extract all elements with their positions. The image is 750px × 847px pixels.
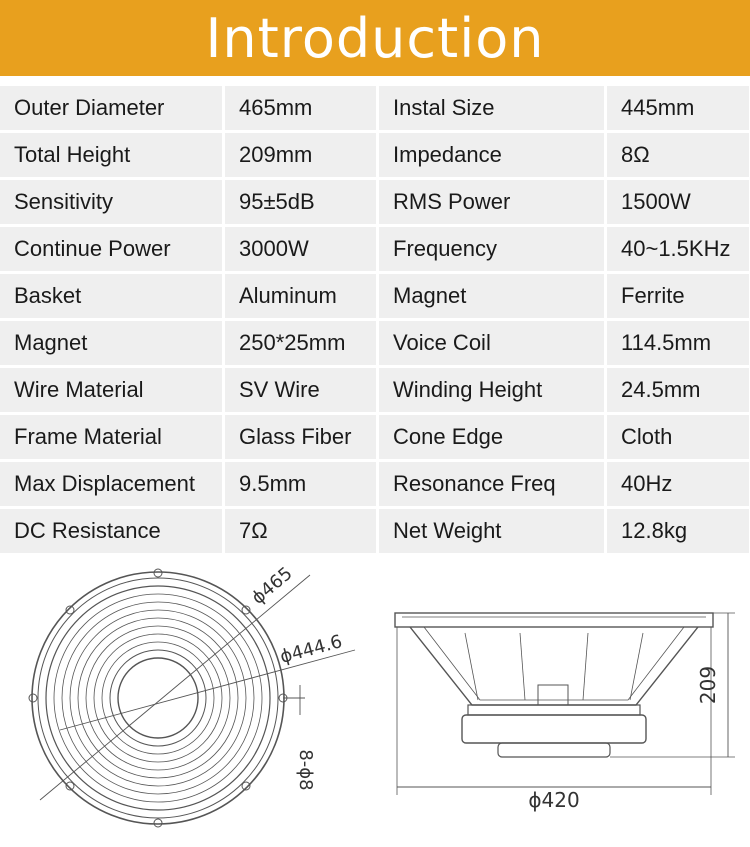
front-mount-dim: ϕ444.6 — [277, 631, 345, 668]
side-height-dim: 209 — [696, 665, 720, 705]
spec-label: Frame Material — [0, 415, 222, 459]
spec-value: 7Ω — [225, 509, 376, 553]
spec-value: Cloth — [607, 415, 749, 459]
spec-label: Sensitivity — [0, 180, 222, 224]
spec-label: Voice Coil — [379, 321, 604, 365]
spec-value: 40~1.5KHz — [607, 227, 749, 271]
spec-label: Net Weight — [379, 509, 604, 553]
front-outer-dim: ϕ465 — [247, 563, 297, 609]
spec-label: Total Height — [0, 133, 222, 177]
hole-dim: 8-ϕ8 — [295, 749, 316, 791]
spec-value: 250*25mm — [225, 321, 376, 365]
spec-label: Magnet — [0, 321, 222, 365]
spec-value: 209mm — [225, 133, 376, 177]
spec-value: 24.5mm — [607, 368, 749, 412]
spec-label: Frequency — [379, 227, 604, 271]
spec-label: Impedance — [379, 133, 604, 177]
spec-table — [0, 86, 750, 553]
spec-value: 3000W — [225, 227, 376, 271]
spec-value: 12.8kg — [607, 509, 749, 553]
spec-label: Winding Height — [379, 368, 604, 412]
spec-label: Basket — [0, 274, 222, 318]
spec-value: Aluminum — [225, 274, 376, 318]
title-banner — [0, 0, 750, 76]
spec-value: 1500W — [607, 180, 749, 224]
spec-value: 40Hz — [607, 462, 749, 506]
spec-label: RMS Power — [379, 180, 604, 224]
spec-label: Cone Edge — [379, 415, 604, 459]
spec-value: 9.5mm — [225, 462, 376, 506]
spec-label: Continue Power — [0, 227, 222, 271]
page-title: Introduction — [205, 6, 545, 70]
spec-label: DC Resistance — [0, 509, 222, 553]
technical-drawings — [0, 555, 750, 842]
spec-value: 465mm — [225, 86, 376, 130]
spec-value: 95±5dB — [225, 180, 376, 224]
spec-value: Ferrite — [607, 274, 749, 318]
side-view-drawing — [395, 613, 735, 795]
spec-value: SV Wire — [225, 368, 376, 412]
spec-label: Max Displacement — [0, 462, 222, 506]
side-width-dim: ϕ420 — [528, 788, 580, 812]
spec-value: 445mm — [607, 86, 749, 130]
spec-value: 114.5mm — [607, 321, 749, 365]
spec-label: Resonance Freq — [379, 462, 604, 506]
spec-label: Magnet — [379, 274, 604, 318]
spec-value: Glass Fiber — [225, 415, 376, 459]
spec-label: Instal Size — [379, 86, 604, 130]
spec-value: 8Ω — [607, 133, 749, 177]
drawing-canvas — [0, 555, 750, 842]
spec-label: Wire Material — [0, 368, 222, 412]
spec-label: Outer Diameter — [0, 86, 222, 130]
